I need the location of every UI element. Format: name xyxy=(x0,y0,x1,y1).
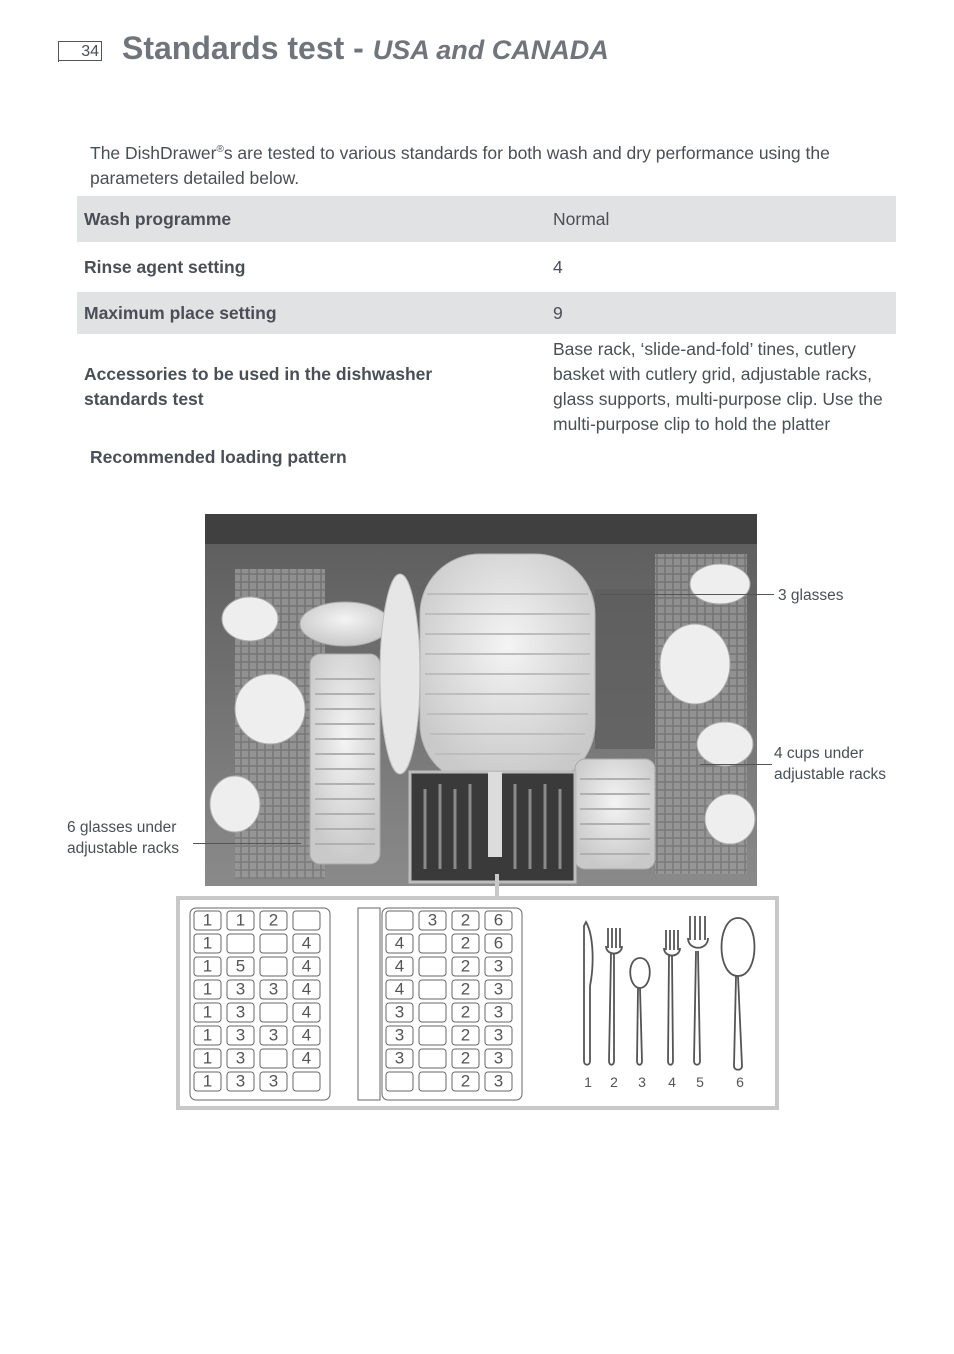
basket-cell-number: 1 xyxy=(202,1002,213,1022)
basket-cell-number: 2 xyxy=(460,910,471,930)
basket-cell-number: 2 xyxy=(460,1071,471,1091)
table-row xyxy=(77,334,896,440)
row-label: Accessories to be used in the dishwasher standards test xyxy=(84,364,433,409)
row-value: Normal xyxy=(546,196,896,242)
basket-cell-number: 1 xyxy=(202,979,213,999)
page-subtitle: USA and CANADA xyxy=(372,35,609,65)
cutlery-basket-diagram xyxy=(176,896,779,1110)
basket-cell-number: 3 xyxy=(493,1071,504,1091)
basket-cell-number: 4 xyxy=(301,956,312,976)
basket-cell-number: 4 xyxy=(301,933,312,953)
basket-cell xyxy=(227,934,254,953)
basket-cell-number: 3 xyxy=(268,1071,279,1091)
callout-4-cups xyxy=(774,743,886,785)
loading-pattern-heading: Recommended loading pattern xyxy=(90,447,347,467)
basket-cell-number: 2 xyxy=(460,956,471,976)
registered-mark: ® xyxy=(216,144,224,155)
basket-cell-number: 4 xyxy=(301,1002,312,1022)
basket-cell-number: 6 xyxy=(493,933,504,953)
row-value: 4 xyxy=(553,256,563,277)
basket-cell-number: 1 xyxy=(202,956,213,976)
basket-cell-number: 1 xyxy=(202,1048,213,1068)
basket-cell-number: 4 xyxy=(301,1025,312,1045)
basket-cell-number: 1 xyxy=(202,1025,213,1045)
basket-cell-number: 3 xyxy=(427,910,438,930)
basket-cell-number: 1 xyxy=(202,910,213,930)
basket-cell-number: 1 xyxy=(202,1071,213,1091)
basket-cell-number: 4 xyxy=(394,933,405,953)
cutlery-key-label: 1 xyxy=(584,1074,592,1090)
cutlery-key-label: 5 xyxy=(696,1074,704,1090)
basket-cell-number: 4 xyxy=(394,979,405,999)
dishwasher-photo xyxy=(205,514,757,886)
basket-cell-number: 3 xyxy=(268,1025,279,1045)
basket-cell-number: 2 xyxy=(460,979,471,999)
basket-cell-number: 3 xyxy=(493,956,504,976)
callout-line: 4 cups under xyxy=(774,745,864,762)
basket-cell xyxy=(419,934,446,953)
cutlery-key-label: 2 xyxy=(610,1074,618,1090)
basket-cell-number: 3 xyxy=(394,1025,405,1045)
callout-6-glasses xyxy=(67,817,179,859)
row-label: Wash programme xyxy=(77,196,546,242)
page-title xyxy=(122,30,609,67)
basket-cell-number: 3 xyxy=(493,979,504,999)
basket-cell-number: 2 xyxy=(460,933,471,953)
basket-cell-number: 3 xyxy=(235,1025,246,1045)
page-number: 34 xyxy=(58,41,102,61)
intro-paragraph xyxy=(90,137,890,191)
basket-cell-number: 2 xyxy=(460,1002,471,1022)
intro-brand: The DishDrawer xyxy=(90,142,217,163)
cutlery-key-label: 4 xyxy=(668,1074,676,1090)
table-row xyxy=(77,292,896,334)
cutlery-key-label: 6 xyxy=(736,1074,744,1090)
basket-cell xyxy=(419,1072,446,1091)
basket-cell xyxy=(419,1003,446,1022)
table-row xyxy=(77,242,896,292)
callout-line: adjustable racks xyxy=(774,766,887,783)
leader-line xyxy=(600,594,774,595)
basket-cell-number: 5 xyxy=(235,956,246,976)
leader-line xyxy=(700,764,772,765)
leader-line xyxy=(193,843,301,844)
basket-cell-number: 6 xyxy=(493,910,504,930)
cutlery-key-label: 3 xyxy=(638,1074,646,1090)
basket-cell xyxy=(419,957,446,976)
basket-cell xyxy=(419,1026,446,1045)
connector xyxy=(495,874,499,898)
basket-cell-number: 3 xyxy=(493,1025,504,1045)
basket-cell xyxy=(260,957,287,976)
basket-cell xyxy=(386,911,413,930)
basket-cell-number: 2 xyxy=(268,910,279,930)
basket-cell-number: 2 xyxy=(460,1048,471,1068)
intro-text: s are tested to various standards for both wash and dry performance using the parameters detailed below. xyxy=(90,142,830,188)
basket-cell-number: 2 xyxy=(460,1025,471,1045)
basket-cell-number: 3 xyxy=(235,1048,246,1068)
basket-cell-number: 3 xyxy=(493,1002,504,1022)
basket-cell-number: 3 xyxy=(394,1048,405,1068)
basket-cell xyxy=(260,1049,287,1068)
basket-cell xyxy=(386,1072,413,1091)
callout-line: 6 glasses under xyxy=(67,819,177,836)
basket-cell-number: 4 xyxy=(394,956,405,976)
row-label: Rinse agent setting xyxy=(84,256,246,277)
row-value: 9 xyxy=(546,292,896,334)
basket-cell xyxy=(293,911,320,930)
basket-cell xyxy=(293,1072,320,1091)
basket-cell xyxy=(260,1003,287,1022)
row-label: Maximum place setting xyxy=(77,292,546,334)
basket-divider xyxy=(358,908,380,1100)
parameters-table xyxy=(77,196,896,440)
basket-cell-number: 3 xyxy=(394,1002,405,1022)
basket-cell-number: 1 xyxy=(235,910,246,930)
basket-cell xyxy=(419,980,446,999)
page-title-main: Standards test - xyxy=(122,30,364,66)
basket-cell-number: 3 xyxy=(235,979,246,999)
basket-cell-number: 1 xyxy=(202,933,213,953)
callout-line: adjustable racks xyxy=(67,840,180,857)
basket-cell-number: 3 xyxy=(268,979,279,999)
basket-cell-number: 4 xyxy=(301,979,312,999)
basket-cell-number: 3 xyxy=(493,1048,504,1068)
basket-cell-number: 3 xyxy=(235,1002,246,1022)
basket-cell xyxy=(419,1049,446,1068)
basket-cell xyxy=(260,934,287,953)
basket-cell-number: 3 xyxy=(235,1071,246,1091)
table-row xyxy=(77,196,896,242)
row-value: Base rack, ‘slide-and-fold’ tines, cutlery basket with cutlery grid, adjustable racks, glass supports, multi-purpose clip. Use the multi-purpose clip to hold the platter xyxy=(553,339,883,434)
callout-3-glasses: 3 glasses xyxy=(778,587,844,604)
basket-cell-number: 4 xyxy=(301,1048,312,1068)
